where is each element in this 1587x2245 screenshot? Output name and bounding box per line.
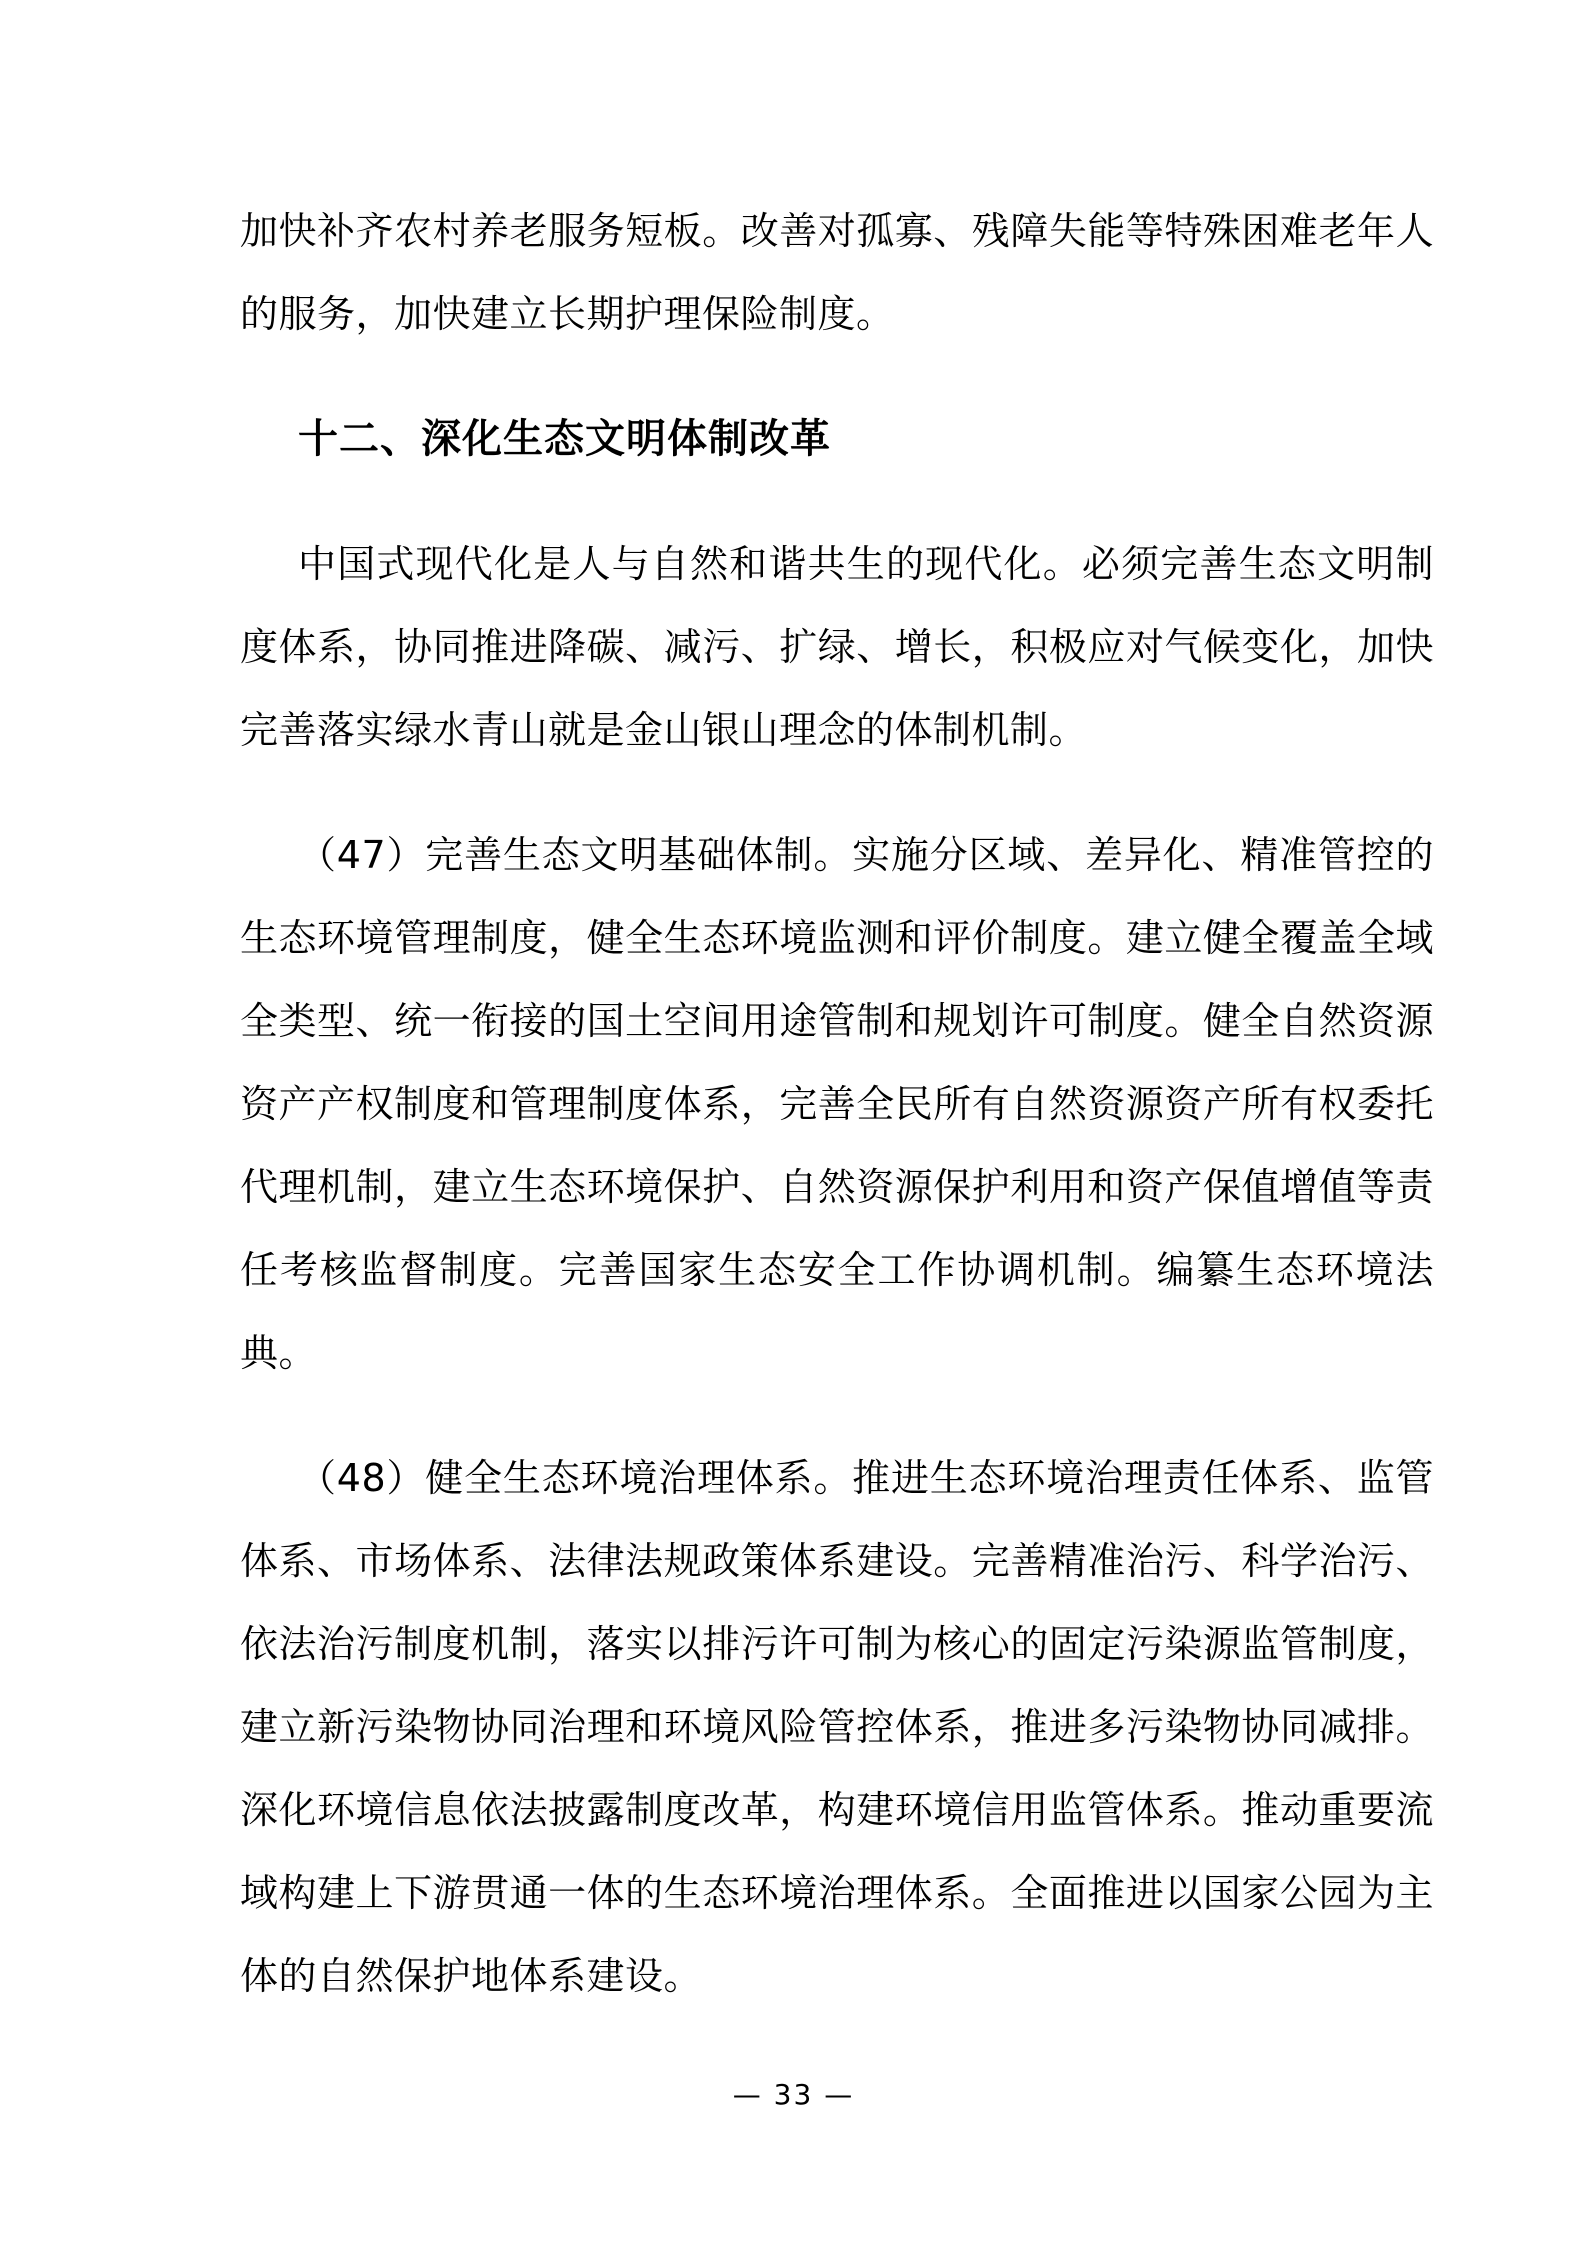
paragraph-section-intro: 中国式现代化是人与自然和谐共生的现代化。必须完善生态文明制度体系，协同推进降碳、减污、扩绿、增长，积极应对气候变化，加快完善落实绿水青山就是金山银山理念的体制机制。 [240, 542, 1434, 752]
paragraph-continuation: 加快补齐农村养老服务短板。改善对孤寡、残障失能等特殊困难老年人的服务，加快建立长期护理保险制度。 [240, 209, 1434, 336]
page-footer [0, 2078, 1587, 2112]
page-content [240, 190, 1434, 2060]
section-heading: 十二、深化生态文明体制改革 [298, 416, 831, 462]
paragraph-item-47: （47）完善生态文明基础体制。实施分区域、差异化、精准管控的生态环境管理制度，健全生态环境监测和评价制度。建立健全覆盖全域全类型、统一衔接的国土空间用途管制和规划许可制度。健全自然资源资产产权制度和管理制度体系，完善全民所有自然资源资产所有权委托代理机制，建立生态环境保护、自然资源保护利用和资产保值增值等责任考核监督制度。完善国家生态安全工作协调机制。编纂生态环境法典。 [240, 833, 1434, 1375]
paragraph-item-48: （48）健全生态环境治理体系。推进生态环境治理责任体系、监管体系、市场体系、法律法规政策体系建设。完善精准治污、科学治污、依法治污制度机制，落实以排污许可制为核心的固定污染源监管制度，建立新污染物协同治理和环境风险管控体系，推进多污染物协同减排。深化环境信息依法披露制度改革，构建环境信用监管体系。推动重要流域构建上下游贯通一体的生态环境治理体系。全面推进以国家公园为主体的自然保护地体系建设。 [240, 1456, 1434, 1998]
page-number: — 33 — [732, 2078, 855, 2111]
